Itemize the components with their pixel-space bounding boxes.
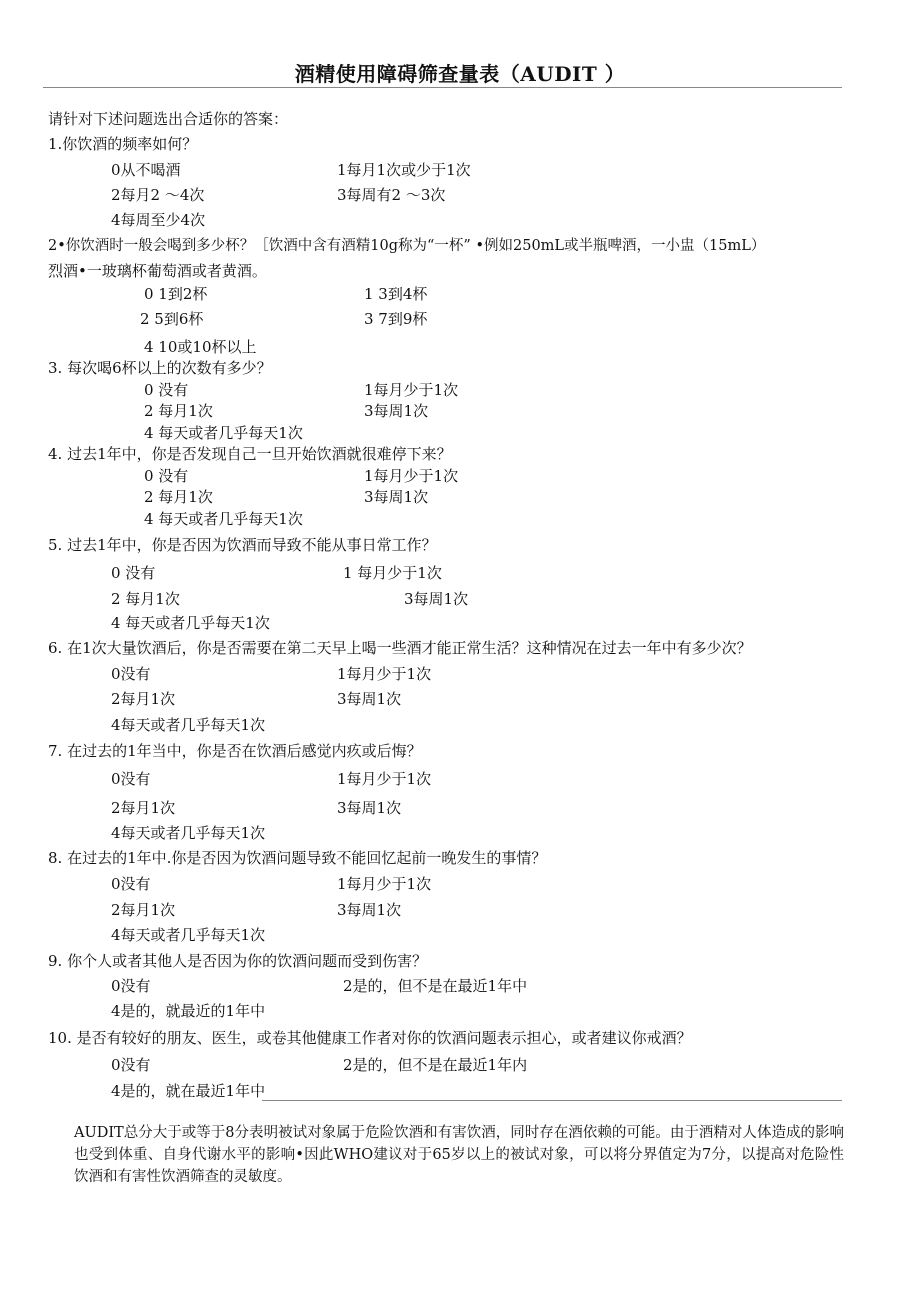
title-rule	[43, 87, 842, 88]
q8-option-2: 2每月1次	[111, 901, 176, 919]
question-3: 3. 每次喝6杯以上的次数有多少？	[48, 359, 272, 377]
q1-option-4: 4每周至少4次	[111, 211, 206, 229]
question-5: 5. 过去1年中，你是否因为饮酒而导致不能从事日常工作？	[48, 536, 437, 554]
question-2: 2•你饮酒时一般会喝到多少杯？［饮酒中含有酒精10g称为“一杯” •例如250mL或半瓶啤酒，一小盅（15mL）	[48, 238, 766, 254]
question-1: 1.你饮酒的频率如何？	[48, 135, 198, 153]
q5-option-4: 4 每天或者几乎每天1次	[111, 614, 270, 632]
q2-option-0: 0 1到2杯	[144, 285, 208, 303]
q1-option-3: 3每周有2 ～3次	[337, 186, 446, 204]
q10-option-2: 4是的，就在最近1年中	[111, 1082, 266, 1100]
q6-option-2: 2每月1次	[111, 690, 176, 708]
question-7: 7. 在过去的1年当中，你是否在饮酒后感觉内疚或后悔？	[48, 742, 422, 760]
q8-option-4: 4每天或者几乎每天1次	[111, 926, 266, 944]
q6-option-1: 1每月少于1次	[337, 665, 432, 683]
q7-option-1: 1每月少于1次	[337, 770, 432, 788]
q9-option-2: 4是的，就最近的1年中	[111, 1002, 266, 1020]
q1-option-1: 1每月1次或少于1次	[337, 161, 471, 179]
section-rule	[262, 1100, 842, 1101]
q9-option-0: 0没有	[111, 977, 151, 995]
q6-option-3: 3每周1次	[337, 690, 402, 708]
q5-option-3: 3每周1次	[404, 590, 469, 608]
q3-option-4: 4 每天或者几乎每天1次	[144, 424, 303, 442]
page-title: 酒精使用障碍筛查量表（AUDIT ）	[294, 62, 626, 86]
q2-option-2: 2 5到6杯	[140, 310, 204, 328]
q5-option-2: 2 每月1次	[111, 590, 180, 608]
q1-option-2: 2每月2 ～4次	[111, 186, 205, 204]
question-4: 4. 过去1年中，你是否发现自己一旦开始饮酒就很难停下来？	[48, 445, 452, 463]
q4-option-0: 0 没有	[144, 467, 189, 485]
q2-option-1: 1 3到4杯	[364, 285, 428, 303]
question-2-cont: 烈酒•一玻璃杯葡萄酒或者黄酒。	[48, 262, 267, 280]
q4-option-1: 1每月少于1次	[364, 467, 459, 485]
q3-option-3: 3每周1次	[364, 402, 429, 420]
intro-text: 请针对下述问题选出合适你的答案：	[48, 110, 289, 128]
q2-option-3: 3 7到9杯	[364, 310, 428, 328]
q3-option-2: 2 每月1次	[144, 402, 213, 420]
q10-option-0: 0没有	[111, 1056, 151, 1074]
question-9: 9. 你个人或者其他人是否因为你的饮酒问题而受到伤害？	[48, 952, 428, 970]
q2-option-4: 4 10或10杯以上	[144, 338, 257, 356]
q10-option-1: 2是的，但不是在最近1年内	[343, 1056, 528, 1074]
q5-option-1: 1 每月少于1次	[343, 564, 442, 582]
q3-option-1: 1每月少于1次	[364, 381, 459, 399]
question-6: 6. 在1次大量饮酒后，你是否需要在第二天早上喝一些酒才能正常生活？这种情况在过去一年中有多少次？	[48, 639, 752, 657]
question-10: 10. 是否有较好的朋友、医生，或卷其他健康工作者对你的饮酒问题表示担心，或者建议你戒酒？	[48, 1029, 692, 1047]
question-8: 8. 在过去的1年中.你是否因为饮酒问题导致不能回忆起前一晚发生的事情？	[48, 849, 547, 867]
q4-option-4: 4 每天或者几乎每天1次	[144, 510, 303, 528]
q4-option-3: 3每周1次	[364, 488, 429, 506]
q7-option-4: 4每天或者几乎每天1次	[111, 824, 266, 842]
scoring-note: AUDIT总分大于或等于8分表明被试对象属于危险饮酒和有害饮酒，同时存在酒依赖的可能。由于酒精对人体造成的影响也受到体重、自身代谢水平的影响•因此WHO建议对于65岁以上的被试对象，可以将分界值定为7分，以提高对危险性饮酒和有害性饮酒筛查的灵敏度。	[74, 1125, 844, 1185]
q3-option-0: 0 没有	[144, 381, 189, 399]
q8-option-1: 1每月少于1次	[337, 875, 432, 893]
q7-option-2: 2每月1次	[111, 799, 176, 817]
q6-option-0: 0没有	[111, 665, 151, 683]
q9-option-1: 2是的，但不是在最近1年中	[343, 977, 528, 995]
q6-option-4: 4每天或者几乎每天1次	[111, 716, 266, 734]
q8-option-3: 3每周1次	[337, 901, 402, 919]
q8-option-0: 0没有	[111, 875, 151, 893]
q5-option-0: 0 没有	[111, 564, 156, 582]
q7-option-3: 3每周1次	[337, 799, 402, 817]
q4-option-2: 2 每月1次	[144, 488, 213, 506]
q1-option-0: 0从不喝酒	[111, 161, 181, 179]
q7-option-0: 0没有	[111, 770, 151, 788]
